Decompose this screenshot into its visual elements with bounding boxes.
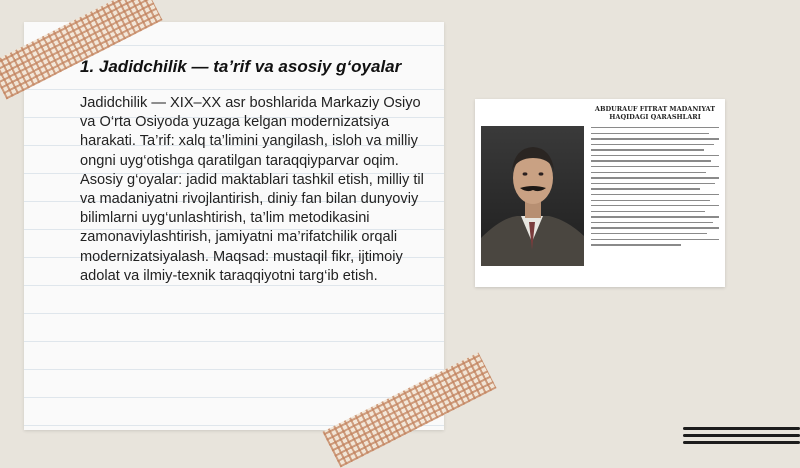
slide-body-text: Jadidchilik — XIX–XX asr boshlarida Markaziy Osiyo va O‘rta Osiyoda yuzaga kelgan modernizatsiya harakati. Ta’rif: xalq ta’limini yangilash, isloh va milliy ongni uyg‘otishga qaratilgan taraqqiyparvar oqim. Asosiy g‘oyalar: jadid maktablari tashkil etish, milliy til va madaniyatni rivojlantirish, diniy fan bilan dunyoviy bilimlarni uyg‘unlashtirish, ta’lim metodikasini zamonaviylashtirish, jamiyatni ma’rifatchilik orqali modernizatsiyalash. Maqsad: mustaqil fikr, ijtimoiy adolat va ilmiy-texnik taraqqiyotni targ‘ib etish. [80,95,424,284]
decorative-line [683,441,800,444]
slide-heading: 1. Jadidchilik — ta’rif va asosiy g‘oyalar [80,57,402,76]
portrait-figure [481,126,584,266]
document-title: ABDURAUF FITRAT MADANIYAT HAQIDAGI QARASHLARI [594,105,716,121]
document-image [475,99,725,287]
portrait-photo [481,126,584,266]
decorative-line [683,427,800,430]
document-text-lines [591,127,719,250]
decorative-line [683,434,800,437]
